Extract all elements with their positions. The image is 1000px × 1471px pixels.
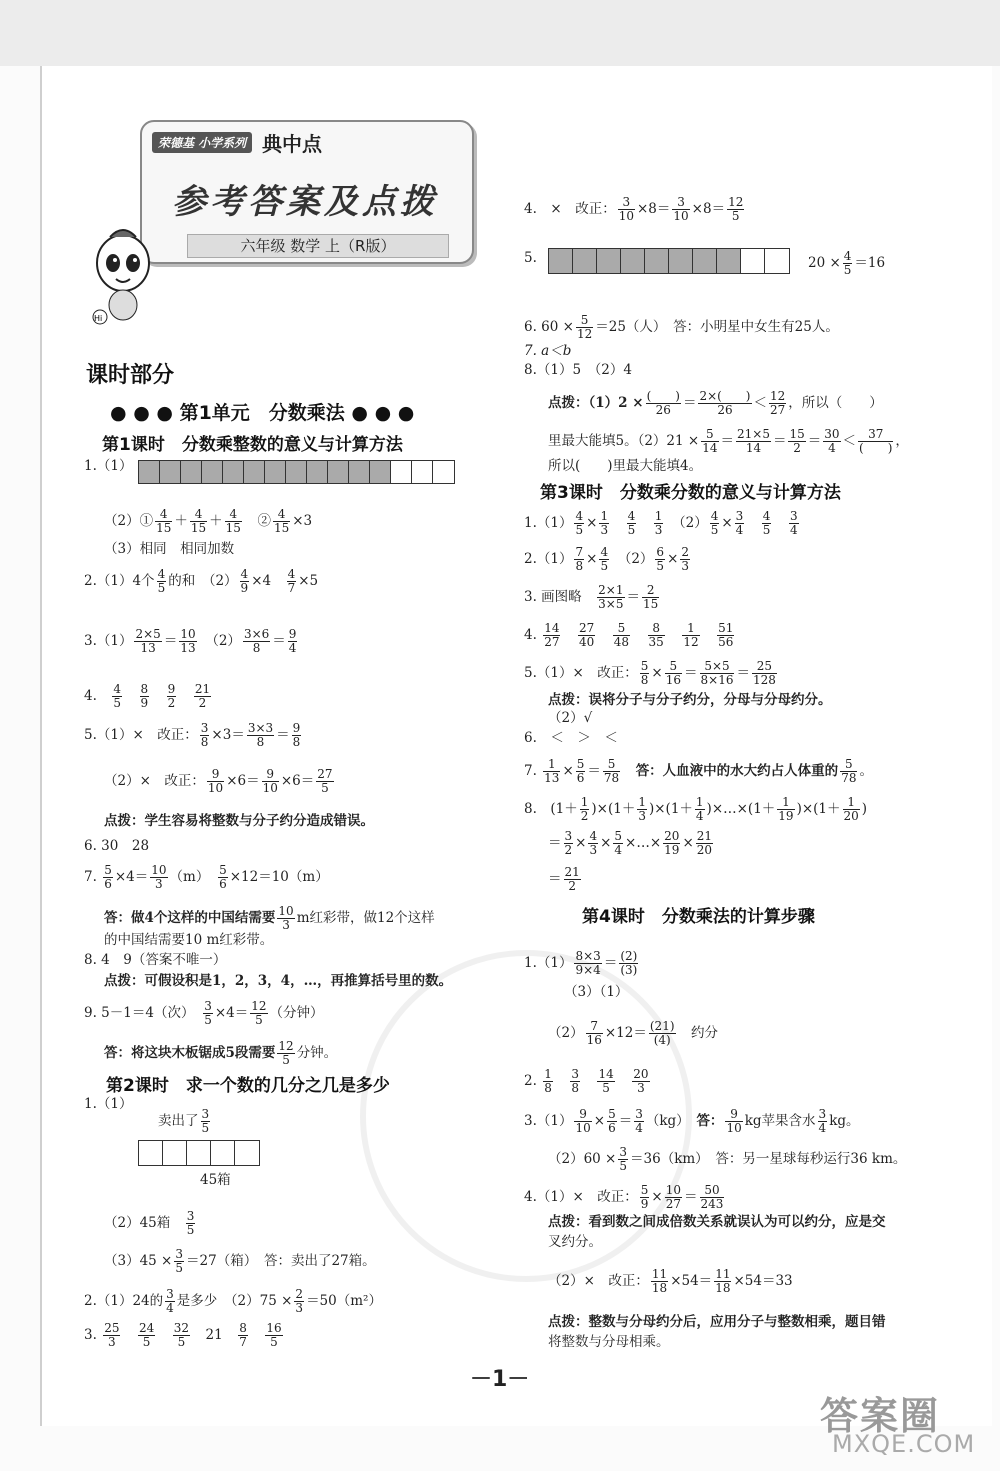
- answer-title: 参考答案及点拨: [172, 182, 438, 222]
- s3-q3: 3. 画图略 $\frac{2\times 1}{3\times 5}$ ＝ $\frac{2}{15}$: [524, 583, 659, 611]
- bar-total: 45箱: [200, 1172, 231, 1188]
- q9: 9. 5－1＝4（次） $\frac{3}{5}$ ×4＝ $\frac{12}{5}$ （分钟）: [84, 999, 324, 1027]
- site-logo: 答案圈: [820, 1394, 941, 1438]
- tip-2: 点拨：可假设积是1，2，3，4，…，再推算括号里的数。: [104, 973, 453, 989]
- s4-q3-2: （2）60 × $\frac{3}{5}$ ＝36（km） 答：另一星球每秒运行36 km。: [548, 1145, 907, 1173]
- q5-2: （2）× 改正： $\frac{9}{10}$ ×6＝ $\frac{9}{10}$ ×6＝ $\frac{27}{5}$: [104, 767, 333, 795]
- tip-4: 点拨：误将分子与分子约分，分母与分母约分。: [548, 692, 832, 708]
- q1-1: 1.（1）: [84, 458, 133, 474]
- tip-6: 点拨：整数与分母约分后，应用分子与整数相乘，题目错: [548, 1314, 886, 1330]
- grid-15: [138, 460, 455, 484]
- tip-1: 点拨：学生容易将整数与分子约分造成错误。: [104, 813, 374, 829]
- brand-logo: 荣德基 小学系列: [152, 132, 252, 153]
- brand-logo-2: 典中点: [262, 132, 322, 156]
- q5-1: 5.（1）× 改正： $\frac{3}{8}$ ×3＝ $\frac{3\times 3}{8}$ ＝ $\frac{9}{8}$: [84, 721, 301, 749]
- s3-q8-3: ＝ $\frac{21}{2}$: [548, 865, 580, 893]
- s2-q3: 3. $\frac{25}{3}$ $\frac{24}{5}$ $\frac{32}{5}$ 21 $\frac{8}{7}$ $\frac{16}{5}$: [84, 1321, 282, 1349]
- r-q5-eq: 20 × $\frac{4}{5}$ ＝16: [808, 249, 886, 277]
- s3-q4: 4. $\frac{14}{27}$ $\frac{27}{40}$ $\frac{5}{48}$ $\frac{8}{35}$ $\frac{1}{12}$ $\frac{51}{56}$: [524, 621, 734, 649]
- q7-answer-2: 的中国结需要10 m红彩带。: [104, 932, 274, 948]
- grade-subtitle: 六年级 数学 上（R版）: [187, 234, 449, 258]
- q7: 7. $\frac{5}{6}$ ×4＝ $\frac{10}{3}$ （m） $\frac{5}{6}$ ×12＝10（m）: [84, 863, 329, 891]
- s2-q1-3: （3）45 × $\frac{3}{5}$ ＝27（箱） 答：卖出了27箱。: [104, 1247, 376, 1275]
- q4: 4. $\frac{4}{5}$ $\frac{8}{9}$ $\frac{9}{2}$ $\frac{21}{2}$: [84, 682, 211, 710]
- s3-q7: 7. $\frac{1}{13}$ × $\frac{5}{6}$ ＝ $\frac{5}{78}$ 答：人血液中的水大约占人体重的 $\frac{5}{78}$ 。: [524, 757, 873, 785]
- s2-q2: 2.（1）24的 $\frac{3}{4}$ 是多少 （2）75 × $\frac{2}{3}$ ＝50（m²）: [84, 1287, 382, 1315]
- site-url: MXQE.COM: [832, 1430, 976, 1458]
- lesson-2-title: 第2课时 求一个数的几分之几是多少: [106, 1076, 390, 1096]
- tip-3-2: 里最大能填5。（2）21 × $\frac{5}{14}$ ＝ $\frac{21\times 5}{14}$ ＝ $\frac{15}{2}$ ＝ $\frac{30}{4}$ ＜ $\frac{37}{( )}$ ，: [548, 427, 909, 455]
- tip-3: 点拨：（1）2 × $\frac{( )}{26}$ ＝ $\frac{2\times( )}{26}$ ＜ $\frac{12}{27}$ ，所以（ ）: [548, 389, 883, 417]
- bar-diagram: [138, 1140, 260, 1166]
- q7-answer: 答：做4个这样的中国结需要 $\frac{10}{3}$ m红彩带，做12个这样: [104, 904, 435, 932]
- s4-q4: 4.（1）× 改正： $\frac{5}{9}$ × $\frac{10}{27}$ ＝ $\frac{50}{243}$: [524, 1183, 724, 1211]
- q3: 3.（1） $\frac{2\times 5}{13}$ ＝ $\frac{10}{13}$ （2） $\frac{3\times 6}{8}$ ＝ $\frac{9}{4}$: [84, 627, 297, 655]
- r-q5: 5.: [524, 250, 537, 266]
- r-q4: 4. × 改正： $\frac{3}{10}$ ×8＝ $\frac{3}{10}$ ×8＝ $\frac{12}{5}$: [524, 195, 744, 223]
- lesson-4-title: 第4课时 分数乘法的计算步骤: [582, 907, 815, 927]
- grid-10: [548, 248, 790, 274]
- s3-q5: 5.（1）× 改正： $\frac{5}{8}$ × $\frac{5}{16}$ ＝ $\frac{5\times 5}{8\times 16}$ ＝ $\frac{25}{128}$: [524, 659, 776, 687]
- lesson-1-title: 第1课时 分数乘整数的意义与计算方法: [102, 435, 403, 455]
- s3-q8-2: ＝ $\frac{3}{2}$ × $\frac{4}{3}$ × $\frac{5}{4}$ ×…× $\frac{20}{19}$ × $\frac{21}{20}$: [548, 829, 713, 857]
- tip-5-2: 叉约分。: [548, 1234, 602, 1250]
- q1-3: （3）相同 相同加数: [104, 541, 235, 557]
- tip-6-2: 将整数与分母相乘。: [548, 1334, 670, 1350]
- tip-3-3: 所以( )里最大能填4。: [548, 458, 703, 474]
- hi-label: Hi: [94, 314, 103, 323]
- q1-2: （2）① $\frac{4}{15}$ ＋ $\frac{4}{15}$ ＋ $\frac{4}{15}$ ② $\frac{4}{15}$ ×3: [104, 507, 313, 535]
- r-q6: 6. 60 × $\frac{5}{12}$ ＝25（人） 答：小明星中女生有25人。: [524, 313, 839, 341]
- s4-q4-2: （2）× 改正： $\frac{11}{18}$ ×54＝ $\frac{11}{18}$ ×54＝33: [548, 1267, 793, 1295]
- s4-q1-2: （2） $\frac{7}{16}$ ×12＝ $\frac{(21)}{(4)}$ 约分: [548, 1019, 719, 1047]
- banner-box: [140, 120, 474, 264]
- q9-answer: 答：将这块木板锯成5段需要 $\frac{12}{5}$ 分钟。: [104, 1039, 338, 1067]
- s3-q6: 6. ＜ ＞ ＜: [524, 730, 618, 746]
- s3-q2: 2.（1） $\frac{7}{8}$ × $\frac{4}{5}$ （2） $\frac{6}{5}$ × $\frac{2}{3}$: [524, 545, 690, 573]
- section-part: 课时部分: [86, 363, 175, 388]
- r-q7: 7. a＜b: [524, 343, 572, 359]
- mascot-icon: [88, 225, 158, 325]
- tip-5: 点拨：看到数之间成倍数关系就误认为可以约分，应是交: [548, 1214, 886, 1230]
- s3-q5-2: （2）√: [548, 710, 593, 726]
- page-number: －1－: [470, 1367, 530, 1392]
- r-q8: 8.（1）5 （2）4: [524, 362, 632, 378]
- s4-q3: 3.（1） $\frac{9}{10}$ × $\frac{5}{6}$ ＝ $\frac{3}{4}$ （kg） 答： $\frac{9}{10}$ kg苹果含水 $\frac{3}{4}$ kg。: [524, 1107, 860, 1135]
- s3-q1: 1.（1） $\frac{4}{5}$ × $\frac{1}{3}$ $\frac{4}{5}$ $\frac{1}{3}$ （2） $\frac{4}{5}$ × $\frac{3}{4}$ $\frac{4}{5}$ $\frac{3}{4}$: [524, 509, 798, 537]
- unit-title: ● ● ● 第1单元 分数乘法 ● ● ●: [110, 402, 415, 424]
- s2-q1: 1.（1）: [84, 1096, 133, 1112]
- q6: 6. 30 28: [84, 838, 150, 854]
- s2-sold-label: 卖出了 $\frac{3}{5}$: [158, 1107, 210, 1135]
- lesson-3-title: 第3课时 分数乘分数的意义与计算方法: [540, 483, 841, 503]
- header-banner: [140, 120, 475, 270]
- s4-q1-3: （3）（1）: [564, 984, 629, 1000]
- s2-q1-2: （2）45箱 $\frac{3}{5}$: [104, 1209, 195, 1237]
- s3-q8: 8. (1＋ $\frac{1}{2}$ )×(1＋ $\frac{1}{3}$ )×(1＋ $\frac{1}{4}$ )×…×(1＋ $\frac{1}{19}$ )×(1＋ $\frac{1}{20}$ ): [524, 795, 868, 823]
- q8: 8. 4 9（答案不唯一）: [84, 952, 227, 968]
- s4-q1: 1.（1） $\frac{8\times 3}{9\times 4}$ ＝ $\frac{(2)}{(3)}$: [524, 949, 638, 977]
- s4-q2: 2. $\frac{1}{8}$ $\frac{3}{8}$ $\frac{14}{5}$ $\frac{20}{3}$: [524, 1067, 649, 1095]
- q2: 2.（1）4个 $\frac{4}{5}$ 的和 （2） $\frac{4}{9}$ ×4 $\frac{4}{7}$ ×5: [84, 567, 319, 595]
